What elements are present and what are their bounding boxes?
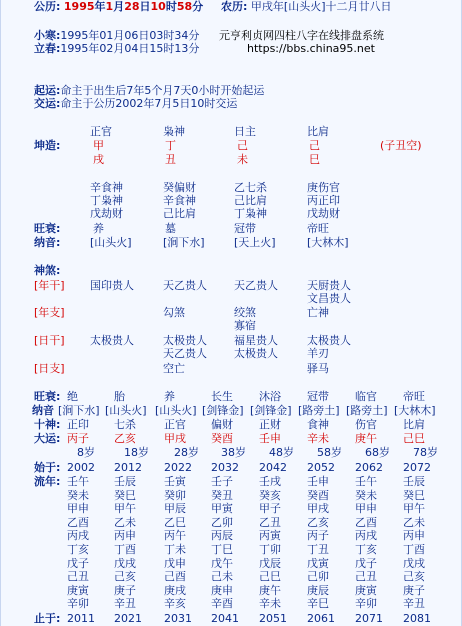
canggan: 己比肩	[234, 194, 267, 207]
pillar-gan: 甲	[93, 139, 104, 152]
liunian-item: 辛巳	[307, 597, 329, 611]
liunian-item: 癸未	[67, 488, 89, 502]
shensha-item: 太极贵人	[234, 347, 278, 360]
dayun-shishen: 七杀	[114, 418, 136, 431]
liunian-item: 庚辰	[307, 583, 329, 597]
wangshuai: 墓	[165, 222, 176, 235]
gongli-hour-unit: 时	[165, 0, 177, 13]
liunian-item: 乙未	[114, 515, 136, 529]
liunian-item: 戊子	[67, 556, 89, 570]
liunian-item: 庚子	[114, 583, 136, 597]
dayun-end-year: 2081	[403, 612, 431, 625]
shensha-title: 神煞:	[34, 264, 61, 277]
liunian-item: 癸丑	[211, 488, 233, 502]
dayun-end-year: 2031	[164, 612, 192, 625]
dayun-end-year: 2041	[211, 612, 239, 625]
dayun-ganzhi: 甲戌	[164, 432, 186, 445]
liunian-item: 丙辰	[211, 529, 233, 543]
liunian-item: 己酉	[164, 570, 186, 584]
dayun-age: 58岁	[317, 446, 342, 459]
pillar-zhi: 未	[237, 153, 248, 166]
liunian-item: 辛卯	[355, 597, 377, 611]
liunian-item: 丁亥	[67, 543, 89, 556]
liunian-item: 丙戌	[355, 529, 377, 543]
liunian-item: 丙戌	[67, 529, 89, 543]
liunian-item: 癸未	[355, 488, 377, 502]
liunian-item: 辛未	[259, 597, 281, 611]
shensha-item: 寡宿	[234, 319, 256, 332]
liunian-item: 壬午	[355, 475, 377, 488]
liunian-item: 丁卯	[259, 543, 281, 556]
dayun-end-year: 2071	[355, 612, 383, 625]
pillar-shishen: 枭神	[163, 125, 185, 138]
shensha-item: 国印贵人	[90, 279, 134, 292]
liunian-item: 庚午	[259, 583, 281, 597]
pillar-gan: 丁	[165, 139, 176, 152]
liunian-item: 壬辰	[403, 475, 425, 488]
liunian-item: 丁酉	[114, 543, 136, 556]
dayun-label: 大运:	[34, 432, 61, 445]
liunian-item: 丁巳	[211, 543, 233, 556]
liunian-item: 己丑	[355, 570, 377, 584]
liunian-item: 丁酉	[403, 543, 425, 556]
dayun-end-year: 2011	[67, 612, 95, 625]
liunian-item: 甲申	[67, 502, 89, 516]
canggan: 辛食神	[90, 181, 123, 194]
canggan: 辛食神	[163, 194, 196, 207]
dayun-age: 78岁	[413, 446, 438, 459]
dayun-start-year: 2032	[211, 461, 239, 474]
dayun-nayin: [大林木]	[394, 404, 436, 417]
liunian-item: 己丑	[67, 570, 89, 584]
liunian-item: 甲午	[403, 502, 425, 516]
liunian-item: 丙子	[307, 529, 329, 543]
dayun-start-year: 2002	[67, 461, 95, 474]
pillar-shishen: 日主	[234, 125, 256, 138]
end-label: 止于:	[34, 612, 61, 625]
shensha-item: 福星贵人	[234, 334, 278, 347]
gongli-year: 1995	[63, 0, 95, 13]
dayun-shishen: 正财	[259, 418, 281, 431]
liunian-item: 癸巳	[114, 488, 136, 502]
liunian-label: 流年:	[34, 475, 61, 488]
liunian-item: 庚寅	[355, 583, 377, 597]
liunian-item: 庚寅	[67, 583, 89, 597]
liunian-item: 壬戌	[259, 475, 281, 488]
liunian-item: 庚子	[403, 583, 425, 597]
gongli-day: 28	[124, 0, 140, 13]
canggan: 癸偏财	[163, 181, 196, 194]
liunian-item: 戊戌	[403, 556, 425, 570]
gongli-row	[34, 0, 203, 13]
gongli-label: 公历:	[34, 0, 61, 13]
canggan: 丁枭神	[234, 207, 267, 220]
dayun-wangshuai-label: 旺衰:	[34, 390, 61, 403]
dayun-age: 28岁	[174, 446, 199, 459]
dayun-shishen-label: 十神:	[34, 418, 61, 431]
dayun-end-year: 2021	[114, 612, 142, 625]
liunian-item: 乙亥	[307, 515, 329, 529]
liunian-item: 甲辰	[164, 502, 186, 516]
dayun-ganzhi: 壬申	[259, 432, 281, 445]
kongwang: (子丑空)	[380, 139, 422, 152]
shensha-item: 亡神	[307, 306, 329, 319]
liunian-item: 癸巳	[403, 488, 425, 502]
dayun-wangshuai: 帝旺	[403, 390, 425, 403]
nayin: [大林木]	[307, 236, 349, 249]
liunian-item: 甲戌	[307, 502, 329, 516]
shensha-item: 绞煞	[234, 306, 256, 319]
dayun-wangshuai: 冠带	[307, 390, 329, 403]
dayun-start-year: 2042	[259, 461, 287, 474]
xiaohan-row	[34, 29, 199, 42]
dayun-wangshuai: 长生	[211, 390, 233, 403]
canggan: 庚伤官	[307, 181, 340, 194]
dayun-nayin: [剑锋金]	[250, 404, 292, 417]
liunian-item: 己卯	[307, 570, 329, 584]
liunian-item: 戊申	[164, 556, 186, 570]
dayun-wangshuai: 绝	[67, 390, 78, 403]
pillar-shishen: 正官	[90, 125, 112, 138]
liunian-item: 己亥	[114, 570, 136, 584]
liunian-item: 壬子	[211, 475, 233, 488]
dayun-nayin: [剑锋金]	[202, 404, 244, 417]
liunian-item: 壬寅	[164, 475, 186, 488]
gongli-day-unit: 日	[139, 0, 151, 13]
shensha-row-label: [年支]	[34, 306, 65, 319]
liunian-item: 戊辰	[259, 556, 281, 570]
dayun-age: 68岁	[365, 446, 390, 459]
nayin: [天上火]	[234, 236, 276, 249]
liunian-item: 戊子	[355, 556, 377, 570]
liunian-item: 庚申	[211, 583, 233, 597]
wangshuai: 帝旺	[307, 222, 329, 235]
gongli-min: 58	[176, 0, 193, 13]
liunian-item: 己未	[211, 570, 233, 584]
liunian-item: 乙巳	[164, 515, 186, 529]
liunian-item: 乙未	[403, 515, 425, 529]
liunian-item: 甲申	[355, 502, 377, 516]
kunzao-label: 坤造:	[34, 139, 61, 152]
liunian-item: 癸酉	[307, 488, 329, 502]
gongli-month: 1	[105, 0, 114, 13]
shensha-row-label: [日支]	[34, 362, 65, 375]
dayun-age: 8岁	[77, 446, 95, 459]
liunian-item: 辛卯	[67, 597, 89, 611]
dayun-end-year: 2061	[307, 612, 335, 625]
wangshuai: 冠带	[234, 222, 256, 235]
dayun-nayin-label: 纳音	[32, 404, 54, 417]
pillar-shishen: 比肩	[307, 125, 329, 138]
liunian-item: 丙寅	[259, 529, 281, 543]
dayun-age: 38岁	[221, 446, 246, 459]
shensha-item: 勾煞	[163, 306, 185, 319]
dayun-start-year: 2072	[403, 461, 431, 474]
dayun-ganzhi: 辛未	[307, 432, 329, 445]
liunian-item: 壬午	[67, 475, 89, 488]
liunian-item: 壬申	[307, 475, 329, 488]
shensha-item: 驿马	[307, 362, 329, 375]
nayin-label: 纳音:	[34, 236, 61, 249]
pillar-gan: 己	[309, 139, 320, 152]
nongli-row	[221, 0, 392, 13]
liunian-item: 丁未	[164, 543, 186, 556]
dayun-age: 48岁	[269, 446, 294, 459]
nayin: [山头火]	[90, 236, 132, 249]
liunian-item: 甲寅	[211, 502, 233, 516]
canggan: 戊劫财	[90, 207, 123, 220]
shensha-item: 太极贵人	[307, 334, 351, 347]
liunian-item: 癸卯	[164, 488, 186, 502]
dayun-end-year: 2051	[259, 612, 287, 625]
shensha-item: 羊刃	[307, 347, 329, 360]
dayun-shishen: 食神	[307, 418, 329, 431]
dayun-nayin: [路旁土]	[346, 404, 388, 417]
liunian-item: 辛丑	[403, 597, 425, 611]
wangshuai: 养	[93, 222, 104, 235]
dayun-ganzhi: 丙子	[67, 432, 89, 445]
dayun-shishen: 比肩	[403, 418, 425, 431]
shensha-item: 天乙贵人	[163, 279, 207, 292]
lichun-value: 1995年02月04日15时13分	[60, 42, 200, 55]
liunian-item: 乙丑	[259, 515, 281, 529]
dayun-shishen: 正官	[164, 418, 186, 431]
qiyun-text: 命主于出生后7年5个月7天0小时开始起运	[60, 84, 265, 97]
dayun-nayin: [山头火]	[105, 404, 147, 417]
liunian-item: 丙申	[114, 529, 136, 543]
canggan: 乙七杀	[234, 181, 267, 194]
liunian-item: 戊午	[211, 556, 233, 570]
dayun-wangshuai: 临官	[355, 390, 377, 403]
site-url[interactable]: https://bbs.china95.net	[247, 42, 375, 55]
dayun-age: 18岁	[124, 446, 149, 459]
dayun-shishen: 伤官	[355, 418, 377, 431]
gongli-year-unit: 年	[94, 0, 106, 13]
jiaoyun-row	[34, 97, 237, 110]
dayun-wangshuai: 沐浴	[259, 390, 281, 403]
shensha-row-label: [年干]	[34, 279, 65, 292]
canggan: 丁枭神	[90, 194, 123, 207]
liunian-item: 甲子	[259, 502, 281, 516]
liunian-item: 辛亥	[164, 597, 186, 611]
nongli-label: 农历:	[221, 0, 248, 13]
liunian-item: 壬辰	[114, 475, 136, 488]
qiyun-row	[34, 84, 264, 97]
liunian-item: 己亥	[403, 570, 425, 584]
lichun-label: 立春:	[34, 42, 61, 55]
jiaoyun-text: 命主于公历2002年7月5日10时交运	[60, 97, 238, 110]
dayun-nayin: [路旁土]	[298, 404, 340, 417]
liunian-item: 戊戌	[114, 556, 136, 570]
shensha-item: 文昌贵人	[307, 292, 351, 305]
system-name: 元亨利贞网四柱八字在线排盘系统	[219, 29, 384, 42]
liunian-item: 辛酉	[211, 597, 233, 611]
liunian-item: 甲午	[114, 502, 136, 516]
dayun-start-year: 2022	[164, 461, 192, 474]
dayun-ganzhi: 乙亥	[114, 432, 136, 445]
canggan: 丙正印	[307, 194, 340, 207]
wangshuai-label: 旺衰:	[34, 222, 61, 235]
dayun-shishen: 正印	[67, 418, 89, 431]
dayun-ganzhi: 癸酉	[211, 432, 233, 445]
dayun-ganzhi: 己巳	[403, 432, 425, 445]
liunian-item: 庚戌	[164, 583, 186, 597]
pillar-gan: 己	[237, 139, 248, 152]
qiyun-label: 起运:	[34, 84, 61, 97]
nongli-value: 甲戌年[山头火]十二月廿八日	[250, 0, 392, 13]
pillar-zhi: 丑	[165, 153, 176, 166]
jiaoyun-label: 交运:	[34, 97, 61, 110]
liunian-item: 辛丑	[114, 597, 136, 611]
dayun-shishen: 偏财	[211, 418, 233, 431]
liunian-item: 乙酉	[355, 515, 377, 529]
liunian-item: 丙申	[403, 529, 425, 543]
pillar-zhi: 戌	[93, 153, 104, 166]
shensha-item: 天乙贵人	[234, 279, 278, 292]
xiaohan-label: 小寒:	[34, 29, 61, 42]
liunian-item: 丁亥	[355, 543, 377, 556]
dayun-start-year: 2052	[307, 461, 335, 474]
shensha-item: 太极贵人	[90, 334, 134, 347]
start-label: 始于:	[34, 461, 61, 474]
xiaohan-value: 1995年01月06日03时34分	[60, 29, 200, 42]
gongli-min-unit: 分	[192, 0, 204, 13]
dayun-nayin: [山头火]	[155, 404, 197, 417]
shensha-row-label: [日干]	[34, 334, 65, 347]
liunian-item: 丁丑	[307, 543, 329, 556]
liunian-item: 癸亥	[259, 488, 281, 502]
canggan: 戊劫财	[307, 207, 340, 220]
lichun-row	[34, 42, 199, 55]
canggan: 己比肩	[163, 207, 196, 220]
liunian-item: 己巳	[259, 570, 281, 584]
nayin: [涧下水]	[163, 236, 205, 249]
gongli-hour: 10	[150, 0, 166, 13]
dayun-start-year: 2062	[355, 461, 383, 474]
shensha-item: 天厨贵人	[307, 279, 351, 292]
dayun-nayin: [涧下水]	[58, 404, 100, 417]
liunian-item: 丙午	[164, 529, 186, 543]
shensha-item: 天乙贵人	[163, 347, 207, 360]
shensha-item: 空亡	[163, 362, 185, 375]
liunian-item: 乙卯	[211, 515, 233, 529]
pillar-zhi: 巳	[309, 153, 320, 166]
dayun-ganzhi: 庚午	[355, 432, 377, 445]
dayun-wangshuai: 养	[164, 390, 175, 403]
dayun-start-year: 2012	[114, 461, 142, 474]
liunian-item: 乙酉	[67, 515, 89, 529]
shensha-item: 太极贵人	[163, 334, 207, 347]
dayun-wangshuai: 胎	[114, 390, 125, 403]
liunian-item: 戊寅	[307, 556, 329, 570]
gongli-month-unit: 月	[113, 0, 125, 13]
